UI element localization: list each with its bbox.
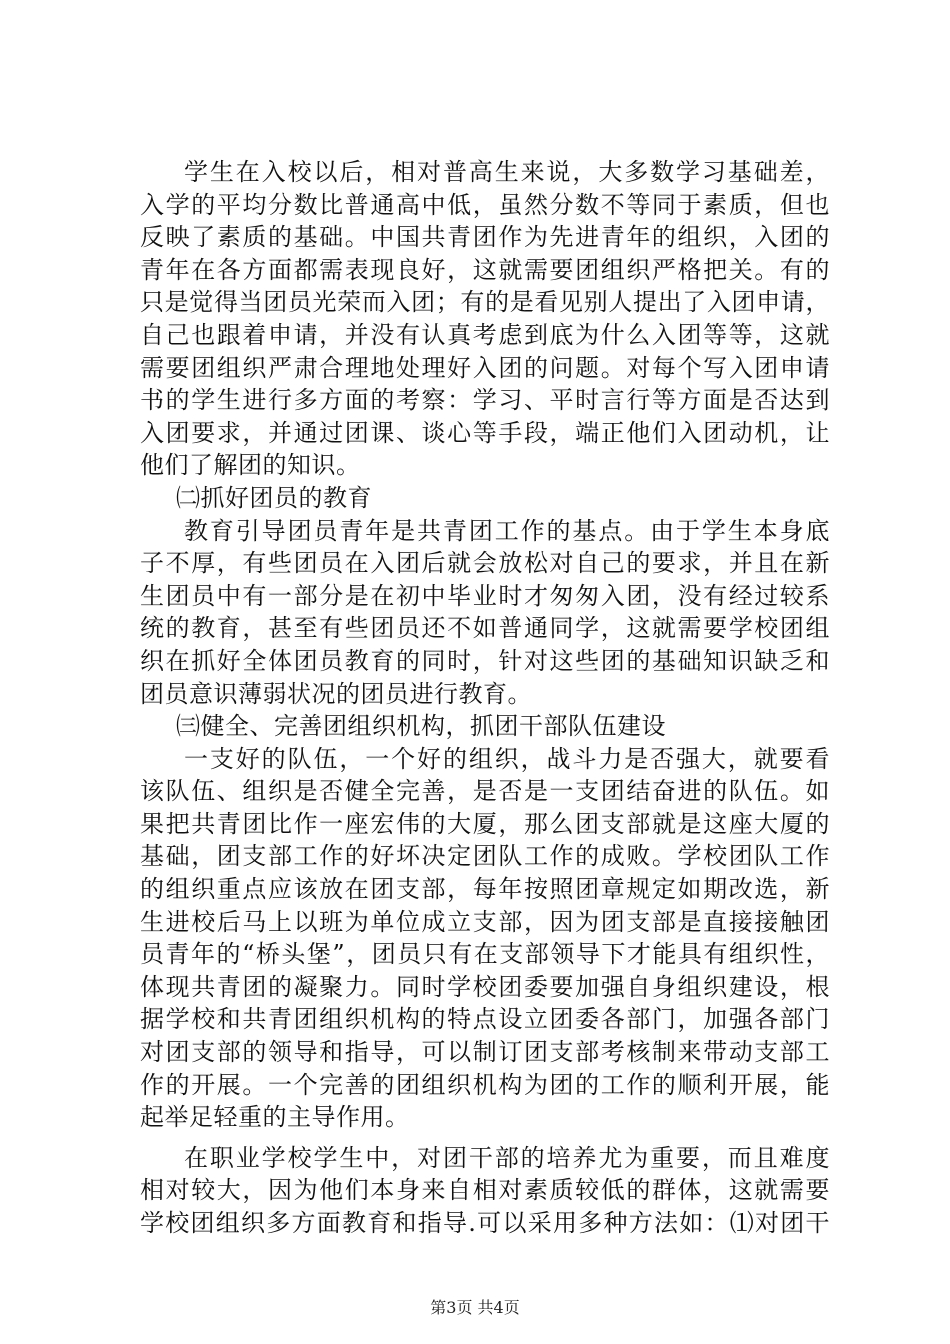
- paragraph-spacer: [140, 1134, 830, 1142]
- text-line: 自己也跟着申请，并没有认真考虑到底为什么入团等等，这就: [140, 320, 830, 349]
- text-line: 员青年的“桥头堡”，团员只有在支部领导下才能具有组织性，: [140, 940, 830, 969]
- text-line: 相对较大，因为他们本身来自相对素质较低的群体，这就需要: [140, 1176, 830, 1205]
- text-line: 织在抓好全体团员教育的同时，针对这些团的基础知识缺乏和: [140, 646, 830, 675]
- text-line: 一支好的队伍，一个好的组织，战斗力是否强大，就要看: [184, 744, 830, 773]
- paragraph-1: [140, 156, 830, 482]
- text-line: 青年在各方面都需表现良好，这就需要团组织严格把关。有的: [140, 255, 830, 284]
- text-line: 只是觉得当团员光荣而入团；有的是看见别人提出了入团申请，: [140, 288, 830, 317]
- text-line: 的组织重点应该放在团支部，每年按照团章规定如期改选，新: [140, 875, 830, 904]
- text-line: 起举足轻重的主导作用。: [140, 1103, 410, 1132]
- text-line: 果把共青团比作一座宏伟的大厦，那么团支部就是这座大厦的: [140, 809, 830, 838]
- text-line: 在职业学校学生中，对团干部的培养尤为重要，而且难度: [184, 1143, 830, 1172]
- document-body: [140, 156, 830, 1240]
- text-line: 反映了素质的基础。中国共青团作为先进青年的组织，入团的: [140, 223, 830, 252]
- paragraph-3: [140, 743, 830, 1134]
- text-line: 作的开展。一个完善的团组织机构为团的工作的顺利开展，能: [140, 1070, 830, 1099]
- text-line: 基础，团支部工作的好坏决定团队工作的成败。学校团队工作: [140, 842, 830, 871]
- text-line: 统的教育，甚至有些团员还不如普通同学，这就需要学校团组: [140, 614, 830, 643]
- text-line: 入学的平均分数比普通高中低，虽然分数不等同于素质，但也: [140, 190, 830, 219]
- section-heading-2: ㈡抓好团员的教育: [176, 483, 372, 512]
- paragraph-4: [140, 1142, 830, 1240]
- text-line: 该队伍、组织是否健全完善，是否是一支团结奋进的队伍。如: [140, 777, 830, 806]
- text-line: 他们了解团的知识。: [140, 451, 361, 480]
- text-line: 生进校后马上以班为单位成立支部，因为团支部是直接接触团: [140, 907, 830, 936]
- text-line: 学生在入校以后，相对普高生来说，大多数学习基础差，: [184, 158, 830, 186]
- text-line: 书的学生进行多方面的考察：学习、平时言行等方面是否达到: [140, 386, 830, 415]
- text-line: 据学校和共青团组织机构的特点设立团委各部门，加强各部门: [140, 1005, 830, 1034]
- section-heading-3: ㈢健全、完善团组织机构，抓团干部队伍建设: [176, 712, 666, 741]
- text-line: 生团员中有一部分是在初中毕业时才匆匆入团，没有经过较系: [140, 581, 830, 610]
- paragraph-2: [140, 515, 830, 711]
- text-line: 子不厚，有些团员在入团后就会放松对自己的要求，并且在新: [140, 549, 830, 578]
- text-line: 体现共青团的凝聚力。同时学校团委要加强自身组织建设，根: [140, 972, 830, 1001]
- text-line: 教育引导团员青年是共青团工作的基点。由于学生本身底: [184, 516, 830, 545]
- text-line: 对团支部的领导和指导，可以制订团支部考核制来带动支部工: [140, 1038, 830, 1067]
- text-line: 需要团组织严肃合理地处理好入团的问题。对每个写入团申请: [140, 353, 830, 382]
- text-line: 团员意识薄弱状况的团员进行教育。: [140, 679, 532, 708]
- text-line: 学校团组织多方面教育和指导.可以采用多种方法如：⑴对团干: [140, 1209, 830, 1237]
- page-number-footer: 第3页 共4页: [430, 1298, 520, 1317]
- text-line: 入团要求，并通过团课、谈心等手段，端正他们入团动机，让: [140, 418, 830, 447]
